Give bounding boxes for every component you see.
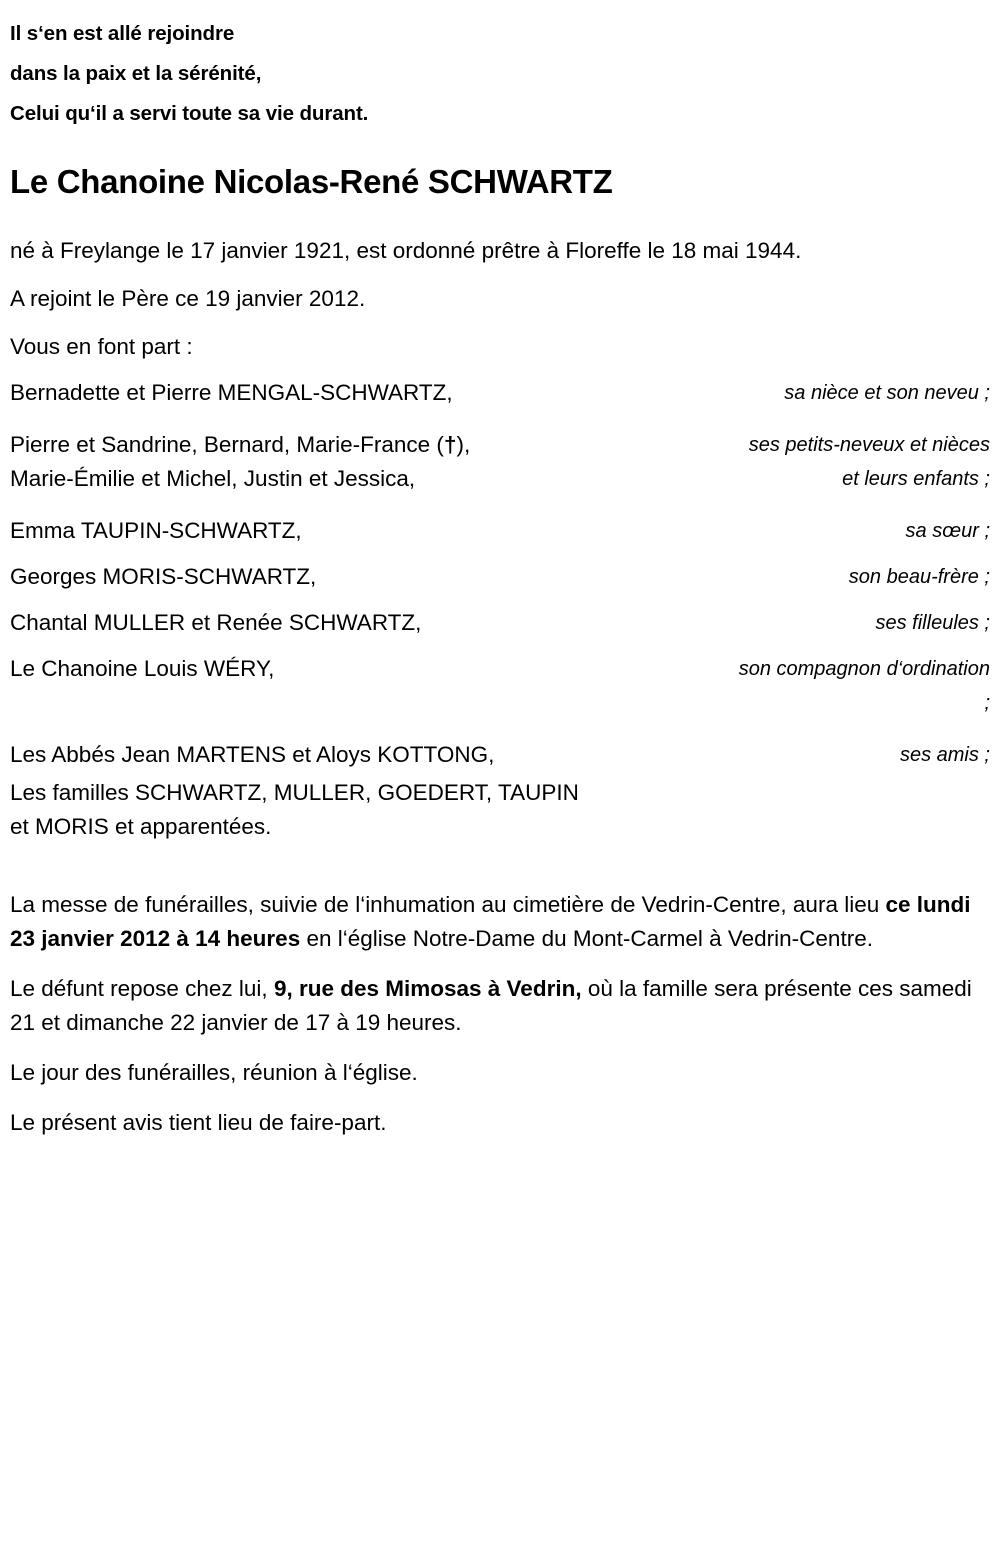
mourner-names <box>10 514 318 548</box>
gathering-text: Le jour des funérailles, réunion à l‘église. <box>10 1060 418 1085</box>
mourner-row <box>10 514 990 548</box>
mourner-relation: ses petits-neveux et nièces et leurs enfants ; <box>748 434 990 490</box>
funeral-details-block <box>10 888 990 1140</box>
mourner-row <box>10 652 990 720</box>
mourner-row <box>10 428 990 496</box>
birth-ordination-text: né à Freylange le 17 janvier 1921, est ordonné prêtre à Floreffe le 18 mai 1944. <box>10 238 802 263</box>
mourner-row <box>10 606 990 640</box>
mourner-names <box>10 738 510 772</box>
mass-datetime: ce lundi 23 janvier 2012 à 14 heures <box>10 892 971 951</box>
families-line-1: Les familles SCHWARTZ, MULLER, GOEDERT, TAUPIN <box>10 780 579 805</box>
mourner-names <box>10 652 290 686</box>
mourner-relation: sa nièce et son neveu ; <box>784 382 990 404</box>
mourner-relation: son beau-frère ; <box>848 566 990 588</box>
mourners-list <box>10 376 990 772</box>
mourner-row <box>10 738 990 772</box>
mourner-names <box>10 560 332 594</box>
invocation-line-2: dans la paix et la sérénité, <box>10 62 262 85</box>
visitation-text <box>10 972 985 1040</box>
deceased-name: Le Chanoine Nicolas-René SCHWARTZ <box>10 163 613 200</box>
mourner-name-line: Le Chanoine Louis WÉRY, <box>10 656 275 681</box>
mourner-relation: son compagnon d‘ordination ; <box>738 658 990 714</box>
mourner-names <box>10 376 469 410</box>
invocation-line-3: Celui qu‘il a servi toute sa vie durant. <box>10 102 369 125</box>
mourner-name-line: Chantal MULLER et Renée SCHWARTZ, <box>10 610 422 635</box>
mourner-relation: ses amis ; <box>899 744 990 766</box>
mourner-name-line: Les Abbés Jean MARTENS et Aloys KOTTONG, <box>10 742 495 767</box>
mourner-row <box>10 376 990 410</box>
families-line-2: et MORIS et apparentées. <box>10 814 272 839</box>
visitation-address: 9, rue des Mimosas à Vedrin, <box>273 976 582 1001</box>
visitation-text-part-1: Le défunt repose chez lui, <box>10 976 274 1001</box>
death-date-text: A rejoint le Père ce 19 janvier 2012. <box>10 286 366 311</box>
spacer <box>10 596 990 606</box>
mourner-relation: ses filleules ; <box>875 612 990 634</box>
mourner-name-line: Emma TAUPIN-SCHWARTZ, <box>10 518 302 543</box>
mourner-name-line: Marie-Émilie et Michel, Justin et Jessica, <box>10 466 416 491</box>
mourner-name-line: Bernadette et Pierre MENGAL-SCHWARTZ, <box>10 380 453 405</box>
spacer <box>10 642 990 652</box>
spacer <box>10 722 990 738</box>
mass-text-part-2: en l‘église Notre-Dame du Mont-Carmel à Vedrin-Centre. <box>300 926 873 951</box>
mass-text-part-1: La messe de funérailles, suivie de l‘inhumation au cimetière de Vedrin-Centre, aura lieu <box>10 892 886 917</box>
mourner-relation: sa sœur ; <box>905 520 990 542</box>
announcement-intro-text: Vous en font part : <box>10 334 193 359</box>
dagger-icon: † <box>443 432 457 457</box>
mourner-names <box>10 606 437 640</box>
visitation-text-part-2: où la famille sera présente ces samedi 21 et dimanche 22 janvier de 17 à 19 heures. <box>10 976 972 1035</box>
mourner-row <box>10 560 990 594</box>
spacer <box>10 498 990 514</box>
mourner-names <box>10 428 486 496</box>
spacer <box>10 550 990 560</box>
invocation-block <box>10 14 990 134</box>
invocation-line-1: Il s‘en est allé rejoindre <box>10 22 235 45</box>
mourner-name-line: Georges MORIS-SCHWARTZ, <box>10 564 317 589</box>
funeral-mass-text <box>10 888 985 956</box>
spacer <box>10 412 990 428</box>
notice-statement-text: Le présent avis tient lieu de faire-part. <box>10 1110 387 1135</box>
mourner-name-line: Pierre et Sandrine, Bernard, Marie-France (†), <box>10 432 471 457</box>
families-block <box>10 776 990 844</box>
